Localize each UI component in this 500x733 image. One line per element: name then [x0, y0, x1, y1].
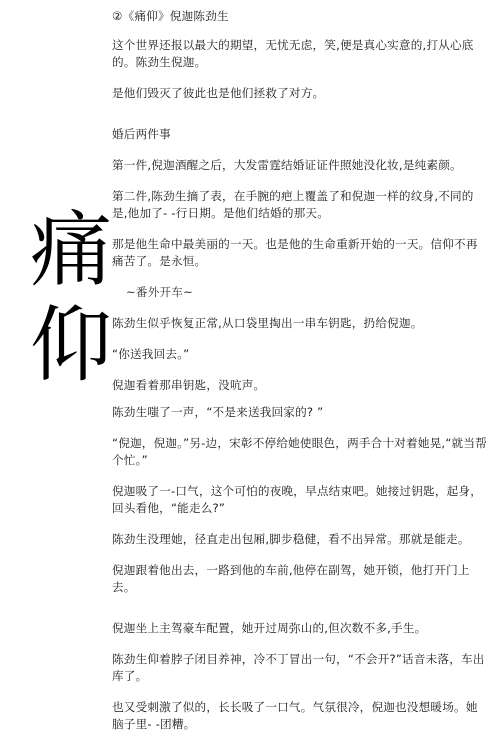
paragraph: 这个世界还报以最大的期望，无忧无虑，笑,便是真心实意的,打从心底的。陈劲生倪迦。 — [112, 38, 474, 69]
document-header: ②《痛仰》倪迦陈劲生 — [112, 9, 229, 23]
paragraph: 倪迦看着那串钥匙，没吭声。 — [112, 378, 266, 392]
paragraph: 陈劲生似乎恢复正常,从口袋里掏出一串车钥匙，扔给倪迦。 — [112, 316, 423, 330]
paragraph: 倪迦坐上主驾豪车配置，她开过周弥山的,但次数不多,手生。 — [112, 621, 427, 635]
paragraph: 陈劲生嗤了一声，“不是来送我回家的? ” — [112, 405, 324, 419]
section-divider-label: ~番外开车~ — [126, 285, 194, 299]
paragraph: 是他们毁灭了彼此也是他们拯救了对方。 — [112, 86, 325, 100]
paragraph: 陈劲生没理她，径直走出包厢,脚步稳健，看不出异常。那就是能走。 — [112, 532, 470, 546]
paragraph: 也又受刺激了似的，长长吸了一口气。气氛很冷，倪迦也没想暖场。她脑子里- -团糟。 — [112, 700, 478, 731]
paragraph: 那是他生命中最美丽的一天。也是他的生命重新开始的一天。信仰不再痛苦了。是永恒。 — [112, 237, 478, 268]
paragraph: 第一件,倪迦酒醒之后，大发雷霆结婚证证件照她没化妆,是纯素颜。 — [112, 158, 462, 172]
text-column — [112, 8, 488, 733]
paragraph: 陈劲生仰着脖子闭目养神，冷不丁冒出一句，“不会开?”话音未落，车出库了。 — [112, 652, 485, 683]
big-title-char-2: 仰 — [30, 298, 113, 393]
paragraph: “倪迦，倪迦。”另-边，宋彰不停给她使眼色，两手合十对着她晃,“就当帮个忙。” — [112, 436, 487, 467]
paragraph: 第二件,陈劲生摘了表，在手腕的疤上覆盖了和倪迦一样的纹身,不同的是,他加了- -行日期。是他们结婚的那天。 — [112, 189, 474, 220]
section-heading: 婚后两件事 — [112, 127, 171, 141]
paragraph: 倪迦跟着他出去，一路到他的车前,他停在副驾，她开锁，他打开门上去。 — [112, 563, 470, 594]
big-title-char-1: 痛 — [30, 203, 113, 298]
paragraph: “你送我回去。” — [112, 347, 190, 361]
paragraph: 倪迦吸了一-口气，这个可怕的夜晚，早点结束吧。她接过钥匙，起身，回头看他，“能走么?” — [112, 484, 482, 515]
